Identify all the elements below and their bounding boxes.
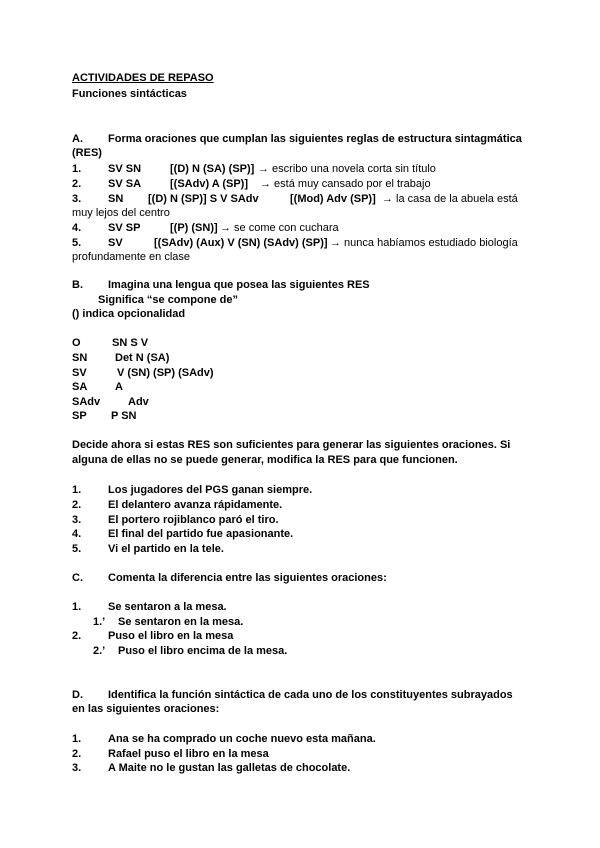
sentence: Se sentaron a la mesa. — [108, 601, 227, 613]
item-number: 3. — [72, 514, 82, 526]
sentence: Rafael puso el libro en la mesa — [108, 748, 269, 760]
res-right: P SN — [111, 410, 137, 422]
item-pattern: [(D) N (SA) (SP)] — [170, 163, 255, 175]
section-letter: A. — [72, 133, 83, 145]
section-instruction: Comenta la diferencia entre las siguientes oraciones: — [108, 572, 387, 584]
item-pattern-2: [(Mod) Adv (SP)] — [290, 193, 376, 205]
section-instruction: Forma oraciones que cumplan las siguientes reglas de estructura sintagmática — [108, 133, 522, 145]
item-example: → la casa de la abuela está — [382, 193, 518, 205]
sentence: Puso el libro encima de la mesa. — [118, 645, 288, 657]
section-letter: D. — [72, 689, 83, 701]
sentence: A Maite no le gustan las galletas de chocolate. — [108, 762, 351, 774]
item-number: 4. — [72, 528, 82, 540]
item-rule: SV SP — [108, 222, 141, 234]
res-right: Det N (SA) — [115, 352, 170, 364]
sentence: Se sentaron en la mesa. — [118, 616, 244, 628]
item-example: → está muy cansado por el trabajo — [260, 178, 431, 190]
sentence: Ana se ha comprado un coche nuevo esta mañana. — [108, 733, 376, 745]
item-number: 2. — [72, 748, 82, 760]
section-letter: B. — [72, 279, 83, 291]
item-rule: SV — [108, 237, 123, 249]
item-number: 1. — [72, 733, 82, 745]
sentence: El delantero avanza rápidamente. — [108, 499, 283, 511]
section-instruction-cont: (RES) — [72, 147, 102, 159]
item-number: 3. — [72, 762, 82, 774]
sentence: Los jugadores del PGS ganan siempre. — [108, 484, 313, 496]
item-number: 1.’ — [93, 616, 106, 628]
item-example-cont: profundamente en clase — [72, 251, 191, 263]
notation-note: Significa “se compone de” — [98, 294, 238, 306]
res-left: SV — [72, 367, 87, 379]
sentence: Vi el partido en la tele. — [108, 543, 224, 555]
item-pattern: [(SAdv) (Aux) V (SN) (SAdv) (SP)] — [154, 237, 328, 249]
item-number: 3. — [72, 193, 82, 205]
notation-note: () indica opcionalidad — [72, 308, 186, 320]
item-example-cont: muy lejos del centro — [72, 207, 170, 219]
item-number: 1. — [72, 601, 82, 613]
item-number: 5. — [72, 543, 82, 555]
res-right: V (SN) (SP) (SAdv) — [117, 367, 214, 379]
item-rule: SV SA — [108, 178, 142, 190]
res-left: O — [72, 337, 81, 349]
decide-text: alguna de ellas no se puede generar, modifica la RES para que funcionen. — [72, 454, 458, 466]
sentence: Puso el libro en la mesa — [108, 630, 234, 642]
page-title: ACTIVIDADES DE REPASO — [72, 72, 214, 84]
sentence: El portero rojiblanco paró el tiro. — [108, 514, 279, 526]
decide-text: Decide ahora si estas RES son suficientes para generar las siguientes oraciones. Si — [72, 439, 511, 451]
item-pattern: [(D) N (SP)] S V SAdv — [148, 193, 259, 205]
res-left: SAdv — [72, 396, 101, 408]
section-letter: C. — [72, 572, 83, 584]
item-number: 5. — [72, 237, 82, 249]
section-instruction: Identifica la función sintáctica de cada uno de los constituyentes subrayados — [108, 689, 513, 701]
res-left: SN — [72, 352, 88, 364]
res-right: Adv — [128, 396, 149, 408]
item-rule: SN — [108, 193, 124, 205]
item-example: → se come con cuchara — [220, 222, 339, 234]
item-number: 2. — [72, 178, 82, 190]
item-pattern: [(P) (SN)] — [170, 222, 218, 234]
page-subtitle: Funciones sintácticas — [72, 88, 187, 100]
item-example: → nunca habíamos estudiado biología — [330, 237, 518, 249]
item-rule: SV SN — [108, 163, 142, 175]
section-instruction: Imagina una lengua que posea las siguientes RES — [108, 279, 370, 291]
item-number: 2. — [72, 499, 82, 511]
item-number: 1. — [72, 484, 82, 496]
item-example: → escribo una novela corta sin título — [258, 163, 436, 175]
item-number: 2. — [72, 630, 82, 642]
section-instruction-cont: en las siguientes oraciones: — [72, 703, 220, 715]
res-left: SA — [72, 381, 88, 393]
item-number: 4. — [72, 222, 82, 234]
res-right: SN S V — [112, 337, 149, 349]
res-left: SP — [72, 410, 87, 422]
res-right: A — [115, 381, 123, 393]
item-pattern: [(SAdv) A (SP)] — [170, 178, 249, 190]
sentence: El final del partido fue apasionante. — [108, 528, 294, 540]
item-number: 2.’ — [93, 645, 106, 657]
item-number: 1. — [72, 163, 82, 175]
